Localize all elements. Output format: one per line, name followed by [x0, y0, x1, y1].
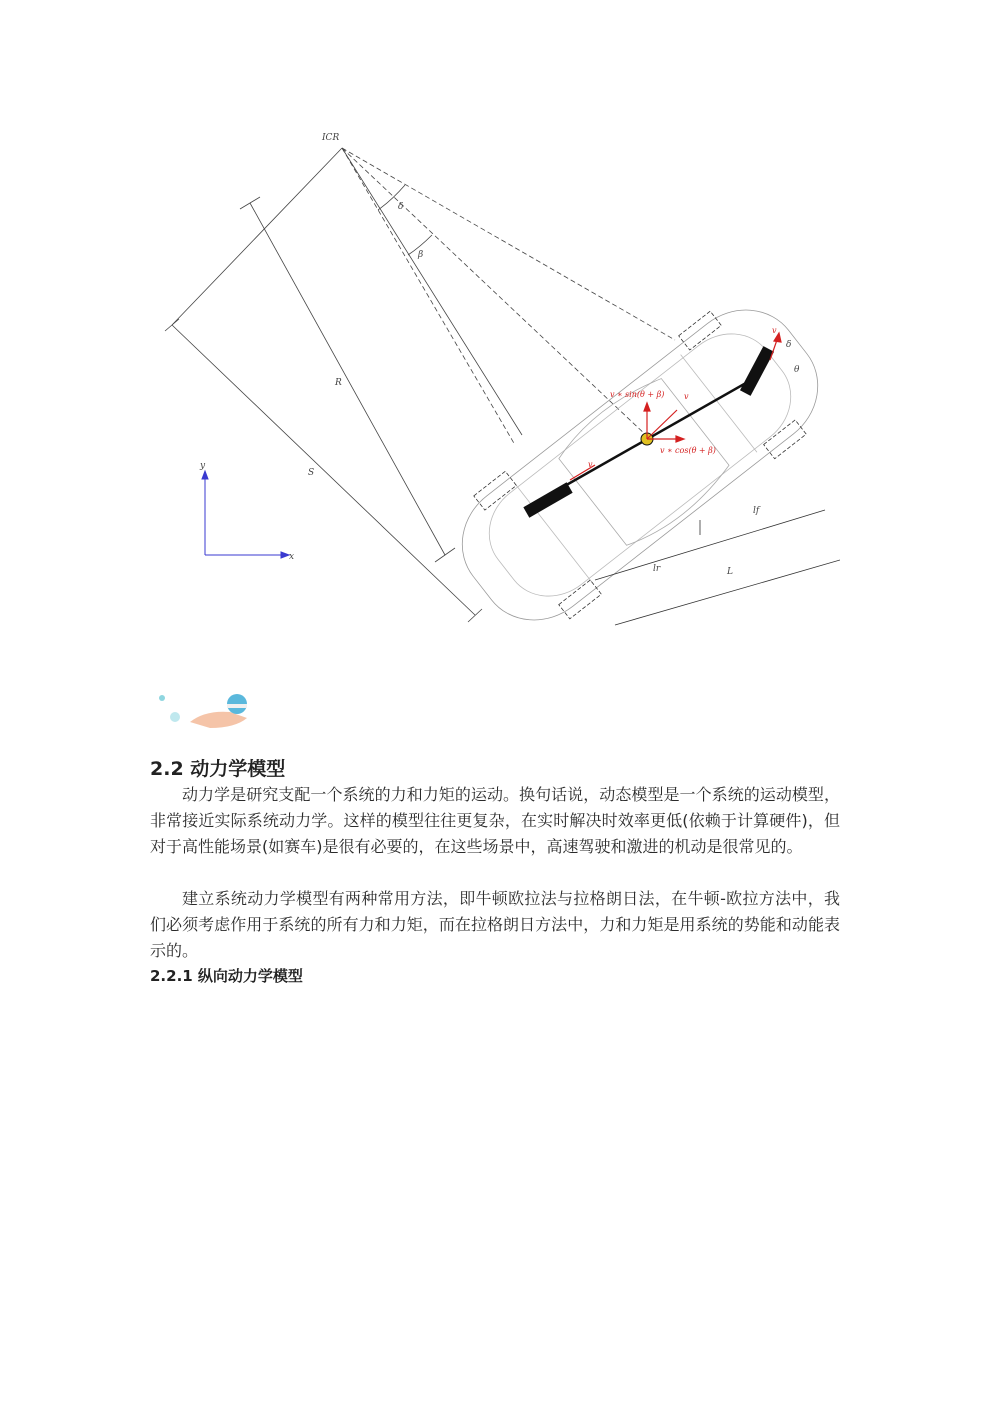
- lr-label: lr: [653, 564, 661, 574]
- s-dimension: [172, 325, 475, 615]
- bicycle-model-diagram: [150, 125, 840, 635]
- r-label: R: [335, 378, 342, 388]
- icr-dashed-line: [342, 148, 648, 437]
- lf-label: lf: [753, 506, 760, 516]
- decorative-bubbles-icon: [155, 690, 255, 730]
- subsection-title: 2.2.1 纵向动力学模型: [150, 967, 303, 985]
- front-velocity-label: v: [772, 326, 777, 335]
- x-axis-label: x: [289, 552, 295, 562]
- theta-label: θ: [794, 365, 800, 375]
- beta-label: β: [418, 250, 424, 260]
- icr-label: ICR: [322, 133, 340, 143]
- front-delta-label: δ: [786, 340, 792, 350]
- r-dimension: [250, 203, 445, 555]
- l-label: L: [727, 567, 733, 577]
- section-title: 2.2 动力学模型: [150, 758, 286, 780]
- paragraph: 建立系统动力学模型有两种常用方法，即牛顿欧拉法与拉格朗日法，在牛顿-欧拉方法中，我们必须考虑作用于系统的所有力和力矩，而在拉格朗日方法中，力和力矩是用系统的势能和动能表示的。: [150, 889, 840, 960]
- x-axis-arrow-icon: [281, 552, 289, 558]
- v-sin-label: v ∗ sin(θ + β): [610, 390, 665, 399]
- paragraph: 动力学是研究支配一个系统的力和力矩的运动。换句话说，动态模型是一个系统的运动模型，非常接近实际系统动力学。这样的模型往往更复杂，在实时解决时效率更低(依赖于计算硬件)，但对于高性能场景(如赛车)是很有必要的，在这些场景中，高速驾驶和激进的机动是很常见的。: [150, 785, 840, 856]
- icr-dashed-line: [342, 148, 515, 445]
- y-axis-arrow-icon: [202, 471, 208, 479]
- y-axis-label: y: [200, 461, 206, 471]
- s-line: [172, 148, 342, 325]
- s-label: S: [308, 468, 315, 478]
- icr-dashed-line: [342, 148, 675, 340]
- rear-velocity-label: v: [588, 460, 593, 469]
- cg-velocity-label: v: [684, 392, 689, 401]
- r-line: [342, 148, 522, 435]
- delta-label: δ: [398, 202, 404, 212]
- v-cos-label: v ∗ cos(θ + β): [660, 446, 716, 455]
- rear-wheel: [523, 482, 572, 517]
- front-wheel: [740, 346, 774, 396]
